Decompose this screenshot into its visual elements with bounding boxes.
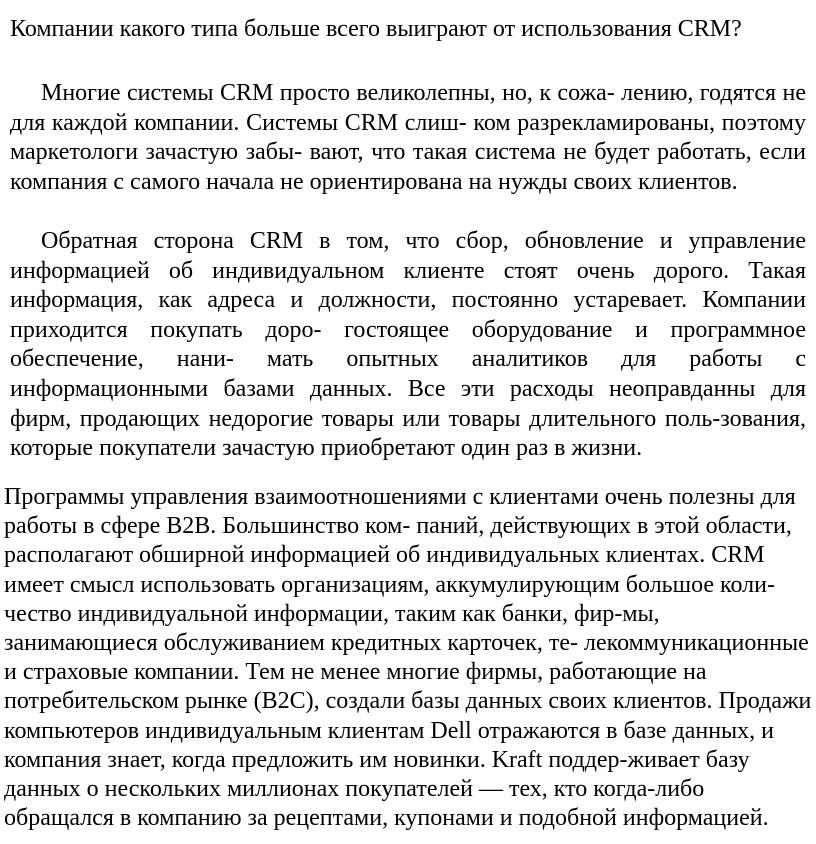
paragraph-3: Программы управления взаимоотношениями с клиентами очень полезны для работы в сфере B2B. Большинство ком- паний, действующих в этой области, располагают обширной информацией об индивидуальных клиентах. CRM имеет смысл использовать организациям, аккумулирующим большое коли-чество индивидуальной информации, таким как банки, фир-мы, занимающиеся обслуживанием кредитных карточек, те- лекоммуникационные и страховые компании. Тем не менее многие фирмы, работающие на потребительском рынке (B2C), создали базы данных своих клиентов. Продажи компьютеров индивидуальным клиентам Dell отражаются в базе данных, и компания знает, когда предложить им новинки. Kraft поддер-живает базу данных о нескольких миллионах покупателей — тех, кто когда-либо обращался в компанию за рецептами, купонами и подобной информацией.: [4, 484, 812, 832]
paragraph-1: Многие системы CRM просто великолепны, но, к сожа- лению, годятся не для каждой компании. Системы CRM слиш- ком разрекламированы, поэтому маркетологи зачастую забы- вают, что такая система не будет работать, если компания с самого начала не ориентирована на нужды своих клиентов.: [10, 80, 806, 195]
paragraph-2: Обратная сторона CRM в том, что сбор, обновление и управление информацией об индивидуальном клиенте стоят очень дорого. Такая информация, как адреса и должности, постоянно устаревает. Компании приходится покупать доро- гостоящее оборудование и программное обеспечение, нани- мать опытных аналитиков для работы с информационными базами данных. Все эти расходы неоправданны для фирм, продающих недорогие товары или товары длительного поль-зования, которые покупатели зачастую приобретают один раз в жизни.: [10, 228, 806, 462]
document-title: Компании какого типа больше всего выиграют от использования CRM?: [10, 16, 742, 42]
